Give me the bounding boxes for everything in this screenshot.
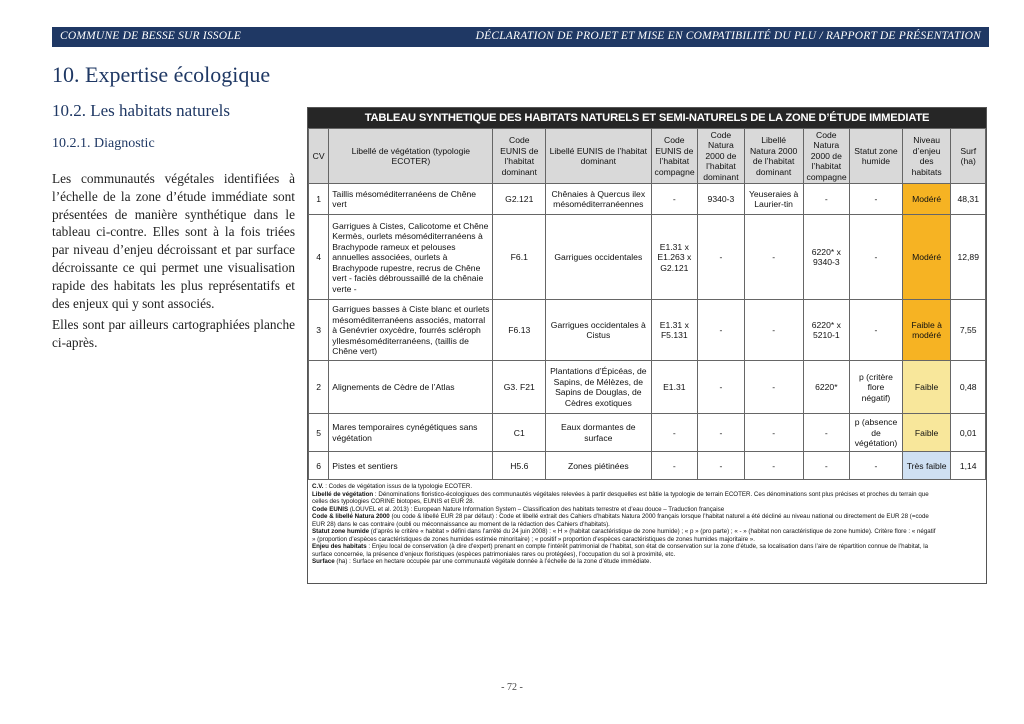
col-header-n2000-code: Code Natura 2000 de l’habitat dominant bbox=[698, 129, 745, 184]
cell-wetland-status: p (critère flore négatif) bbox=[850, 361, 903, 414]
cell-eunis-label: Garrigues occidentales à Cistus bbox=[546, 300, 651, 361]
cell-n2000-label: - bbox=[744, 452, 803, 480]
legend-line: Libellé de végétation : Dénominations floristico-écologiques des communautés végétales relevées à partir desquelles est bâtie la typologie de terrain ECOTER. Ces dénominations sont plus précises et proches du terrain que bbox=[312, 490, 929, 498]
cell-n2000-companion: - bbox=[803, 184, 850, 215]
cell-surface: 7,55 bbox=[951, 300, 986, 361]
col-header-n2000-label: Libellé Natura 2000 de l’habitat dominant bbox=[744, 129, 803, 184]
cell-n2000-code: - bbox=[698, 361, 745, 414]
cell-cv: 1 bbox=[309, 184, 329, 215]
cell-n2000-companion: 6220* x 5210-1 bbox=[803, 300, 850, 361]
cell-vegetation: Garrigues basses à Ciste blanc et ourlets mésoméditerranéens associés, matorral à Genévrier oxycèdre, fourrés scléroph yllesmésoméditerranéens, (taillis de Chêne vert) bbox=[329, 300, 493, 361]
cell-wetland-status: - bbox=[850, 215, 903, 300]
cell-eunis-label: Eaux dormantes de surface bbox=[546, 414, 651, 452]
cell-n2000-companion: 6220* bbox=[803, 361, 850, 414]
habitats-table bbox=[308, 128, 986, 480]
cell-surface: 12,89 bbox=[951, 215, 986, 300]
col-header-eunis-label: Libellé EUNIS de l’habitat dominant bbox=[546, 129, 651, 184]
legend-line: Surface (ha) : Surface en hectare occupée par une communauté végétale donnée à l’échelle de la zone d’étude immédiate. bbox=[312, 558, 652, 566]
legend-line: Code EUNIS (LOUVEL et al. 2013) : European Nature Information System – Classification des habitats terrestre et d’eau douce – Traduction française bbox=[312, 505, 725, 513]
col-header-surface: Surf (ha) bbox=[951, 129, 986, 184]
col-header-stake-level: Niveau d’enjeu des habitats bbox=[902, 129, 951, 184]
cell-n2000-code: - bbox=[698, 452, 745, 480]
header-document-title: DÉCLARATION DE PROJET ET MISE EN COMPATIBILITÉ DU PLU / RAPPORT DE PRÉSENTATION bbox=[475, 30, 981, 42]
legend-line: Statut zone humide (d’après le critère « habitat » défini dans l’arrêté du 24 juin 2008) : « H » (habitat caractéristique de zone humide) ; « p » (pro parte) ; « - » (habitat non caractéristique de zone humide). Critère flore : « négatif bbox=[312, 528, 936, 536]
table-row bbox=[309, 300, 986, 361]
intro-paragraph: Les communautés végétales identifiées à l’échelle de la zone d’étude immédiate sont présentées de manière synthétique dans le tableau ci-contre. Elles sont à la fois triées par niveau d’enjeu décroissant et par surface décroissante ce qui permet une visualisation rapide des habitats les plus représentatifs et des enjeux qui y sont associés. bbox=[52, 171, 295, 311]
table-row bbox=[309, 215, 986, 300]
cell-eunis-companion: - bbox=[651, 184, 698, 215]
cell-eunis-code: F6.1 bbox=[493, 215, 546, 300]
cell-wetland-status: - bbox=[850, 184, 903, 215]
subsection-heading: 10.2. Les habitats naturels bbox=[52, 101, 230, 120]
legend-line: » (proportion d’espèces caractéristiques de zones humides estimée minoritaire) ; « positif » proportion d’espèces caractéristiques de zones humides majoritaire ». bbox=[312, 535, 755, 543]
cell-cv: 3 bbox=[309, 300, 329, 361]
cell-n2000-code: 9340-3 bbox=[698, 184, 745, 215]
col-header-eunis-code: Code EUNIS de l’habitat dominant bbox=[493, 129, 546, 184]
legend-line: EUR 28) dans le cas contraire (oubli ou méconnaissance au moment de la rédaction des Cahiers d’habitats). bbox=[312, 520, 610, 528]
cell-stake-level: Modéré bbox=[902, 215, 951, 300]
cell-eunis-label: Plantations d’Épicéas, de Sapins, de Mélèzes, de Sapins de Douglas, de Cèdres exotiques bbox=[546, 361, 651, 414]
cell-surface: 0,48 bbox=[951, 361, 986, 414]
page-number: - 72 - bbox=[501, 682, 523, 693]
table-row bbox=[309, 361, 986, 414]
cell-vegetation: Taillis mésoméditerranéens de Chêne vert bbox=[329, 184, 493, 215]
col-header-vegetation: Libellé de végétation (typologie ECOTER) bbox=[329, 129, 493, 184]
cell-vegetation: Alignements de Cèdre de l’Atlas bbox=[329, 361, 493, 414]
table-row bbox=[309, 452, 986, 480]
cell-cv: 2 bbox=[309, 361, 329, 414]
cell-n2000-companion: 6220* x 9340-3 bbox=[803, 215, 850, 300]
table-legend-notes bbox=[308, 480, 986, 566]
cell-eunis-label: Chênaies à Quercus ilex mésoméditerranéennes bbox=[546, 184, 651, 215]
cell-n2000-code: - bbox=[698, 414, 745, 452]
cell-stake-level: Faible à modéré bbox=[902, 300, 951, 361]
cell-n2000-label: - bbox=[744, 300, 803, 361]
cell-stake-level: Modéré bbox=[902, 184, 951, 215]
cell-wetland-status: - bbox=[850, 300, 903, 361]
legend-line: C.V. : Codes de végétation issus de la typologie ECOTER. bbox=[312, 483, 473, 491]
legend-line: Code & libellé Natura 2000 (ou code & libellé EUR 28 par défaut) : Code et libellé extrait des Cahiers d’habitats Natura 2000 français lorsque l’habitat naturel a été décliné au niveau national ou directement de EUR 28 (=code bbox=[312, 513, 929, 521]
cell-n2000-companion: - bbox=[803, 414, 850, 452]
cell-n2000-companion: - bbox=[803, 452, 850, 480]
legend-line: Enjeu des habitats : Enjeu local de conservation (à dire d’expert) prenant en compte l’intérêt patrimonial de l’habitat, son état de conservation sur la zone d’étude, sa localisation dans l’aire de répartition connue de l’habitat, la bbox=[312, 543, 929, 551]
cell-vegetation: Pistes et sentiers bbox=[329, 452, 493, 480]
cell-eunis-companion: - bbox=[651, 414, 698, 452]
cell-wetland-status: - bbox=[850, 452, 903, 480]
cell-vegetation: Garrigues à Cistes, Calicotome et Chêne Kermès, ourlets mésoméditerranéens à Brachypode rameux et pelouses annuelles associées, ourlets à Brachypode rupestre, recrus de Chêne vert - faciès débroussaillé de la chênaie verte - bbox=[329, 215, 493, 300]
cell-stake-level: Très faible bbox=[902, 452, 951, 480]
cell-wetland-status: p (absence de végétation) bbox=[850, 414, 903, 452]
page-header bbox=[52, 27, 989, 47]
cell-eunis-companion: E1.31 x E1.263 x G2.121 bbox=[651, 215, 698, 300]
cell-n2000-label: - bbox=[744, 215, 803, 300]
cell-cv: 4 bbox=[309, 215, 329, 300]
cell-surface: 0,01 bbox=[951, 414, 986, 452]
cell-stake-level: Faible bbox=[902, 414, 951, 452]
cell-surface: 1,14 bbox=[951, 452, 986, 480]
cell-n2000-label: - bbox=[744, 414, 803, 452]
section-heading: 10. Expertise écologique bbox=[52, 62, 271, 87]
cell-cv: 6 bbox=[309, 452, 329, 480]
cell-eunis-label: Garrigues occidentales bbox=[546, 215, 651, 300]
cell-surface: 48,31 bbox=[951, 184, 986, 215]
cell-n2000-label: - bbox=[744, 361, 803, 414]
table-row bbox=[309, 414, 986, 452]
cell-cv: 5 bbox=[309, 414, 329, 452]
header-commune: COMMUNE DE BESSE SUR ISSOLE bbox=[60, 30, 242, 42]
cell-vegetation: Mares temporaires cynégétiques sans végétation bbox=[329, 414, 493, 452]
cell-eunis-companion: E1.31 bbox=[651, 361, 698, 414]
legend-line: celles des typologies CORINE biotopes, EUNIS et EUR 28. bbox=[312, 498, 475, 506]
map-reference-paragraph: Elles sont par ailleurs cartographiées planche ci-après. bbox=[52, 317, 295, 350]
habitats-table-panel bbox=[307, 107, 987, 584]
cell-eunis-code: C1 bbox=[493, 414, 546, 452]
cell-eunis-code: H5.6 bbox=[493, 452, 546, 480]
subsubsection-heading: 10.2.1. Diagnostic bbox=[52, 136, 155, 151]
table-header-row bbox=[309, 129, 986, 184]
table-title: TABLEAU SYNTHETIQUE DES HABITATS NATURELS ET SEMI-NATURELS DE LA ZONE D’ÉTUDE IMMEDIATE bbox=[308, 108, 986, 128]
cell-eunis-companion: E1.31 x F5.131 bbox=[651, 300, 698, 361]
col-header-eunis-companion: Code EUNIS de l’habitat compagne bbox=[651, 129, 698, 184]
cell-n2000-code: - bbox=[698, 215, 745, 300]
cell-stake-level: Faible bbox=[902, 361, 951, 414]
cell-eunis-code: F6.13 bbox=[493, 300, 546, 361]
cell-eunis-companion: - bbox=[651, 452, 698, 480]
cell-eunis-label: Zones piétinées bbox=[546, 452, 651, 480]
col-header-cv: CV bbox=[309, 129, 329, 184]
legend-line: surface concernée, la présence d’enjeux floristiques (espèces patrimoniales rares ou protégées), l’occupation du sol à proximité, etc. bbox=[312, 550, 676, 558]
table-row bbox=[309, 184, 986, 215]
cell-eunis-code: G3. F21 bbox=[493, 361, 546, 414]
col-header-n2000-companion: Code Natura 2000 de l’habitat compagne bbox=[803, 129, 850, 184]
col-header-wetland-status: Statut zone humide bbox=[850, 129, 903, 184]
cell-n2000-label: Yeuseraies à Laurier-tin bbox=[744, 184, 803, 215]
cell-n2000-code: - bbox=[698, 300, 745, 361]
cell-eunis-code: G2.121 bbox=[493, 184, 546, 215]
